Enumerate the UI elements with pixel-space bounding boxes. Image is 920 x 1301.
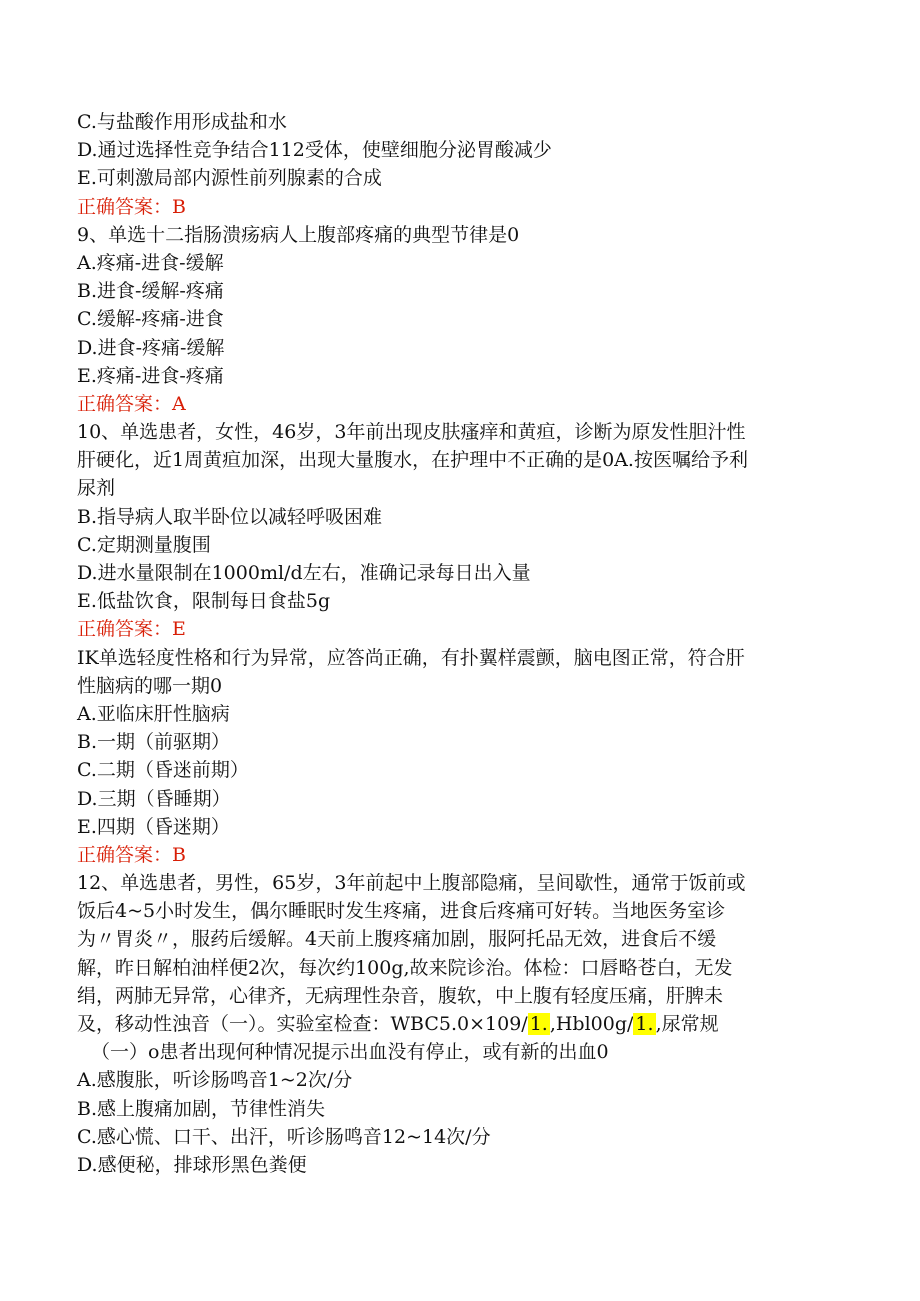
q12-stem-line6-part1: 及，移动性浊音（一）。实验室检查：WBC5.0×109/	[77, 1013, 528, 1035]
q10-stem-line1: 10、单选患者，女性，46岁，3年前出现皮肤瘙痒和黄疸，诊断为原发性胆汁性	[77, 421, 746, 444]
q12-option-a: A.感腹胀，听诊肠鸣音1~2次/分	[77, 1069, 353, 1092]
q11-option-a: A.亚临床肝性脑病	[77, 702, 230, 725]
q12-stem-line5: 绢，两肺无异常，心律齐，无病理性杂音，腹软，中上腹有轻度压痛，肝脾未	[77, 984, 724, 1007]
q10-stem-line2: 肝硬化，近1周黄疸加深，出现大量腹水，在护理中不正确的是0A.按医嘱给予利	[77, 449, 748, 472]
q11-stem-line1: IK单选轻度性格和行为异常，应答尚正确，有扑翼样震颤，脑电图正常，符合肝	[77, 646, 745, 669]
highlight-mark: 1.	[635, 1013, 654, 1035]
q9-option-a: A.疼痛-进食-缓解	[77, 251, 224, 274]
q11-option-d: D.三期（昏睡期）	[77, 787, 231, 810]
q9-stem: 9、单选十二指肠溃疡病人上腹部疼痛的典型节律是0	[77, 223, 520, 246]
document-content	[77, 108, 847, 1179]
highlight-mark: 1.	[529, 1013, 548, 1035]
q10-option-d: D.进水量限制在1000ml/d左右，准确记录每日出入量	[77, 562, 531, 584]
q12-stem-line2: 饭后4~5小时发生，偶尔睡眠时发生疼痛，进食后疼痛可好转。当地医务室诊	[77, 900, 726, 923]
q11-stem-line2: 性脑病的哪一期0	[77, 674, 223, 697]
q8-answer: 正确答案：B	[77, 195, 186, 218]
q12-sub-stem: （一）o患者出现何种情况提示出血没有停止，或有新的出血0	[91, 1041, 609, 1064]
q12-stem-line3: 为〃胃炎〃，服药后缓解。4天前上腹疼痛加剧，服阿托品无效，进食后不缓	[77, 928, 717, 951]
q11-answer: 正确答案：B	[77, 843, 186, 866]
q12-stem-line1: 12、单选患者，男性，65岁，3年前起中上腹部隐痛，呈间歇性，通常于饭前或	[77, 872, 746, 895]
q10-option-c: C.定期测量腹围	[77, 533, 211, 556]
q11-option-c: C.二期（昏迷前期）	[77, 759, 249, 782]
q9-answer: 正确答案：A	[77, 392, 186, 415]
q11-option-b: B.一期（前驱期）	[77, 731, 231, 754]
q10-option-e: E.低盐饮食，限制每日食盐5g	[77, 590, 331, 613]
q10-stem-line3: 尿剂	[77, 477, 116, 500]
q12-option-b: B.感上腹痛加剧，节律性消失	[77, 1097, 326, 1120]
q12-stem-line6	[77, 1010, 847, 1038]
q10-option-b: B.指导病人取半卧位以减轻呼吸困难	[77, 505, 383, 528]
q9-option-e: E.疼痛-进食-疼痛	[77, 364, 224, 387]
q10-answer: 正确答案：E	[77, 618, 186, 641]
q9-option-c: C.缓解-疼痛-进食	[77, 308, 224, 331]
q12-option-d: D.感便秘，排球形黑色粪便	[77, 1153, 307, 1176]
q8-option-c: C.与盐酸作用形成盐和水	[77, 111, 287, 133]
q8-option-e: E.可刺激局部内源性前列腺素的合成	[77, 167, 382, 190]
q8-option-d: D.通过选择性竞争结合112受体，使壁细胞分泌胃酸减少	[77, 139, 552, 162]
q12-option-c: C.感心慌、口干、出汗，听诊肠鸣音12~14次/分	[77, 1125, 491, 1148]
q9-option-d: D.进食-疼痛-缓解	[77, 336, 225, 359]
q12-stem-line6-part2: ,Hbl00g/	[549, 1013, 634, 1035]
q9-option-b: B.进食-缓解-疼痛	[77, 280, 224, 303]
q12-stem-line6-part3: ,尿常规	[655, 1013, 719, 1035]
q12-stem-line4: 解，昨日解柏油样便2次，每次约100g,故来院诊治。体检：口唇略苍白，无发	[77, 956, 733, 979]
q11-option-e: E.四期（昏迷期）	[77, 815, 230, 838]
